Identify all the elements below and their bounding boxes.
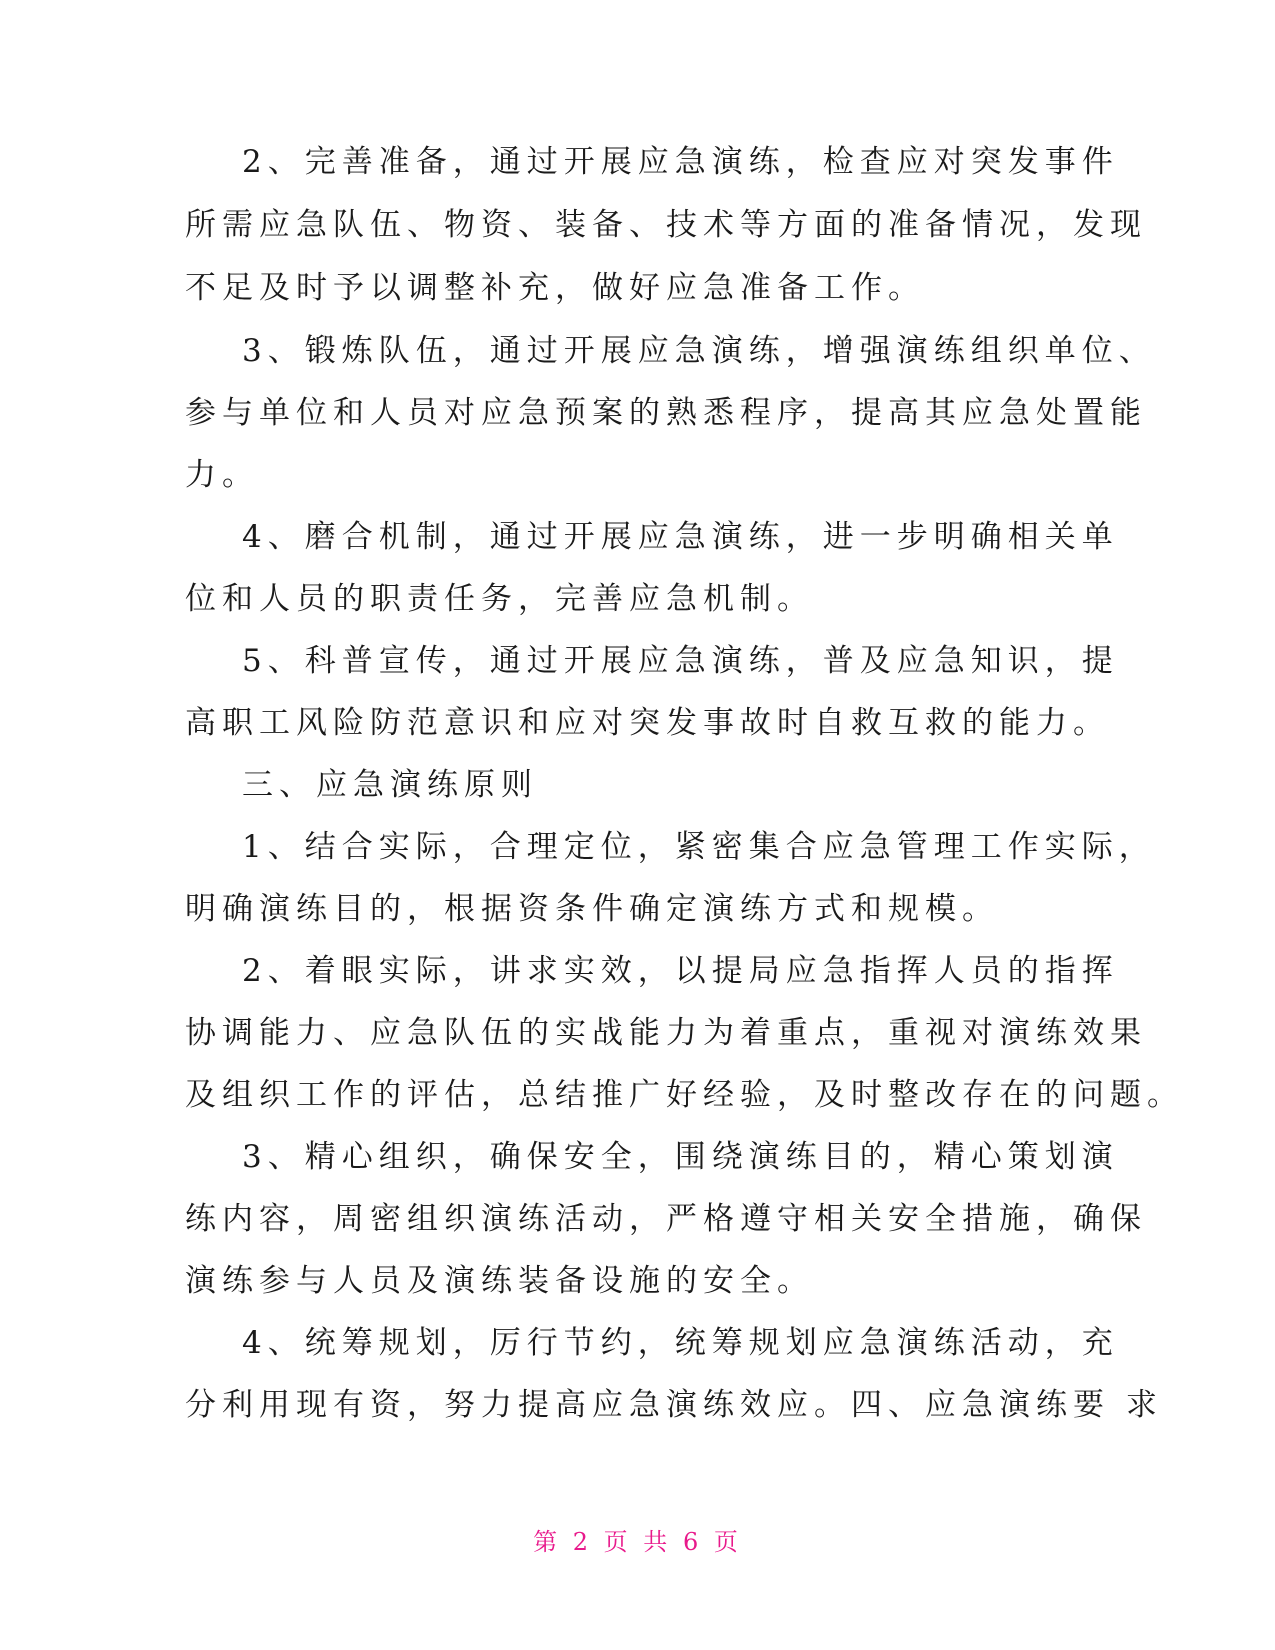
text-line: 参与单位和人员对应急预案的熟悉程序，提高其应急处置能 [185,395,1147,431]
text-line: 力。 [185,457,259,493]
text-line: 3、精心组织，确保安全，围绕演练目的，精心策划演 [242,1139,1119,1175]
text-line: 不足及时予以调整补充，做好应急准备工作。 [185,270,925,306]
text-line: 演练参与人员及演练装备设施的安全。 [185,1263,814,1299]
text-line: 协调能力、应急队伍的实战能力为着重点，重视对演练效果 [185,1015,1147,1051]
text-line: 4、磨合机制，通过开展应急演练，进一步明确相关单 [242,519,1119,555]
text-line: 所需应急队伍、物资、装备、技术等方面的准备情况，发现 [185,207,1147,243]
text-line: 及组织工作的评估，总结推广好经验，及时整改存在的问题。 [185,1077,1184,1113]
section-heading: 三、应急演练原则 [242,767,538,803]
text-line: 3、锻炼队伍，通过开展应急演练，增强演练组织单位、 [242,333,1156,369]
text-line: 5、科普宣传，通过开展应急演练，普及应急知识，提 [242,643,1119,679]
text-line: 4、统筹规划，厉行节约，统筹规划应急演练活动，充 [242,1325,1119,1361]
text-line: 1、结合实际，合理定位，紧密集合应急管理工作实际， [242,829,1156,865]
text-line: 分利用现有资，努力提高应急演练效应。四、应急演练要 求 [185,1387,1163,1423]
text-line: 练内容，周密组织演练活动，严格遵守相关安全措施，确保 [185,1201,1147,1237]
text-line: 明确演练目的，根据资条件确定演练方式和规模。 [185,891,999,927]
text-line: 高职工风险防范意识和应对突发事故时自救互救的能力。 [185,705,1110,741]
text-line: 2、完善准备，通过开展应急演练，检查应对突发事件 [242,144,1119,180]
page-number-footer: 第 2 页 共 6 页 [533,1528,742,1556]
text-line: 位和人员的职责任务，完善应急机制。 [185,581,814,617]
text-line: 2、着眼实际，讲求实效，以提局应急指挥人员的指挥 [242,953,1119,989]
